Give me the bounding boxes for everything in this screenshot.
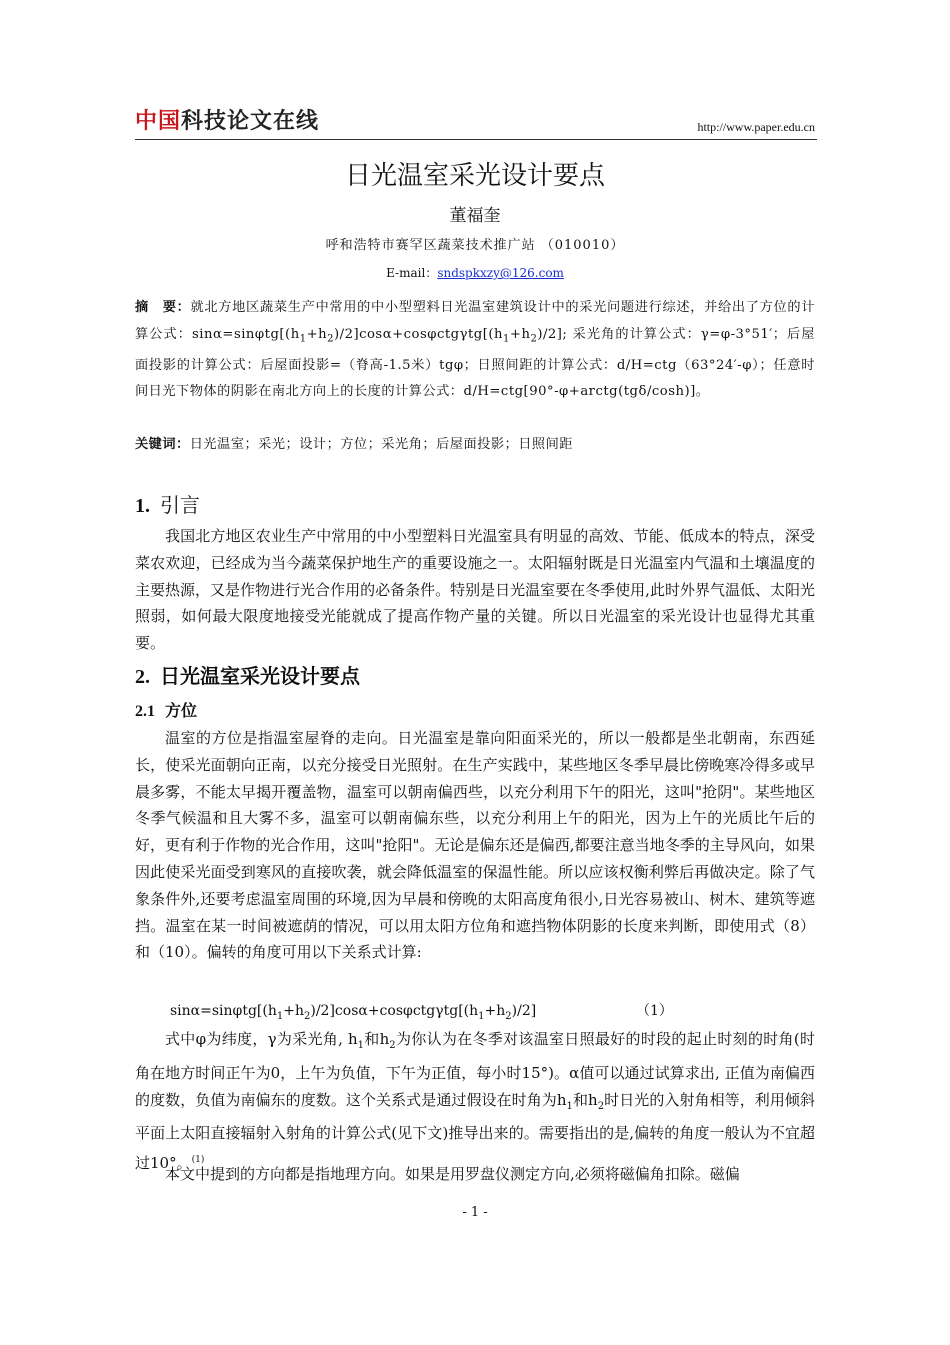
- page-number: - 1 -: [462, 1205, 488, 1220]
- abstract-label: 摘 要：: [135, 300, 191, 315]
- equation-sub: 2: [505, 1010, 512, 1022]
- abstract-text: )/2]; 采光角的计算公式：γ=φ-3°51′；后屋面投影的计算公式：后屋面投影=（脊高-1.5米）tgφ；日照间距的计算公式：d/H=ctg（63°24′-φ）；任意时间日光下物体的阴影在南北方向上的长度的计算公式：d/H=ctg[90°-φ+arctg(tgδ/cosh)]。: [135, 326, 815, 400]
- paragraph-text: 和h: [364, 1030, 390, 1048]
- paragraph-sub: 2: [597, 1100, 605, 1112]
- paper-title: 日光温室采光设计要点: [344, 161, 605, 191]
- abstract-text: +h: [306, 326, 328, 342]
- abstract-text: +h: [509, 326, 531, 342]
- logo-red-text: 中国: [135, 109, 182, 134]
- section-number: 1.: [135, 495, 150, 517]
- equation-number: （1）: [636, 1003, 673, 1019]
- section-title: 引言: [160, 493, 200, 517]
- paragraph-text: 为你认为在冬季对该温室日照最好的时段的起止时刻的时角(时角在地方时间正午为0，上午为负值，下午为正值，每小时15°)。α值可以通过试算求出, 正值为南偏西的度数，负值为南偏东的度数。这个关系式是通过假设在时角为h: [135, 1030, 816, 1109]
- author-email: [0, 264, 950, 282]
- equation-text: )/2]cosα+cosφctgγtg[(h: [310, 1003, 479, 1019]
- paragraph-sub: 1: [566, 1100, 573, 1112]
- keywords-text: 日光温室；采光；设计；方位；采光角；后屋面投影；日照间距: [189, 437, 573, 452]
- subsection-title: 方位: [165, 701, 198, 720]
- email-link[interactable]: sndspkxzy@126.com: [437, 266, 564, 280]
- equation-sub: 1: [276, 1010, 284, 1022]
- abstract-sub: 2: [530, 333, 538, 345]
- equation-sub: 1: [478, 1010, 485, 1022]
- section-1-heading: [135, 490, 200, 521]
- subsection-number: 2.1: [135, 703, 155, 720]
- equation-text: +h: [283, 1003, 304, 1019]
- section-2-heading: [135, 661, 360, 692]
- abstract-text: )/2]cosα+cosφctgγtg[(h: [333, 326, 504, 342]
- equation-text: sinα=sinφtg[(h: [170, 1003, 277, 1019]
- equation-text: +h: [484, 1003, 506, 1019]
- header-divider: [135, 139, 817, 140]
- section-2-1-continuation: 本文中提到的方向都是指地理方向。如果是用罗盘仪测定方向,必须将磁偏角扣除。磁偏: [165, 1165, 740, 1183]
- paragraph-text: 时日光的入射角相等，利用倾斜平面上太阳直接辐射入射角的计算公式(见下文)推导出来的。需要指出的是,偏转的角度一般认为不宜超过10°。: [135, 1090, 815, 1173]
- section-title: 日光温室采光设计要点: [160, 664, 360, 688]
- abstract-sub: 1: [503, 333, 510, 345]
- paragraph-sub: 1: [357, 1040, 364, 1051]
- equation-explanation-paragraph: [135, 1026, 815, 1177]
- journal-header: [135, 108, 815, 140]
- equation-sub: 2: [304, 1010, 311, 1022]
- paragraph-text: 式中φ为纬度，γ为采光角, h: [165, 1030, 358, 1048]
- abstract-sub: 1: [299, 333, 307, 345]
- author-affiliation: 呼和浩特市赛罕区蔬菜技术推广站 （010010）: [325, 238, 625, 253]
- abstract: [135, 295, 815, 406]
- abstract-text: 就北方地区蔬菜生产中常用的中小型塑料日光温室建筑设计中的采光问题进行综述，并给出了方位的计算公式：sinα=sinφtg[(h: [135, 300, 816, 342]
- abstract-sub: 2: [327, 333, 334, 345]
- journal-logo[interactable]: [135, 108, 319, 136]
- subsection-2-1-paragraph: 温室的方位是指温室屋脊的走向。日光温室是靠向阳面采光的，所以一般都是坐北朝南，东西延长，使采光面朝向正南，以充分接受日光照射。在生产实践中，某些地区冬季早晨比傍晚寒冷得多或早晨多雾，不能太早揭开覆盖物，温室可以朝南偏西些，以充分利用下午的阳光，这叫"抢阴"。某些地区冬季气候温和且大雾不多，温室可以朝南偏东些，以充分利用上午的阳光，因为上午的光质比午后的好，更有利于作物的光合作用，这叫"抢阳"。无论是偏东还是偏西,都要注意当地冬季的主导风向，如果因此使采光面受到寒风的直接吹袭，就会降低温室的保温性能。所以应该权衡利弊后再做决定。除了气象条件外,还要考虑温室周围的环境,因为早晨和傍晚的太阳高度角很小,日光容易被山、树木、建筑等遮挡。温室在某一时间被遮荫的情况，可以用太阳方位角和遮挡物体阴影的长度来判断，即使用式（8）和（10）。偏转的角度可用以下关系式计算:: [135, 729, 815, 962]
- subsection-2-1-heading: [135, 698, 197, 725]
- paragraph-text: 和h: [572, 1090, 598, 1109]
- keywords-label: 关键词：: [135, 437, 190, 452]
- author-name: 董福奎: [449, 206, 501, 226]
- logo-dark-text: 科技论文在线: [181, 109, 320, 134]
- keywords: [135, 432, 815, 458]
- section-number: 2.: [135, 666, 150, 688]
- citation-ref[interactable]: (1): [191, 1155, 205, 1166]
- section-1-paragraph: 我国北方地区农业生产中常用的中小型塑料日光温室具有明显的高效、节能、低成本的特点，深受菜农欢迎，已经成为当今蔬菜保护地生产的重要设施之一。太阳辐射既是日光温室内气温和土壤温度的主要热源，又是作物进行光合作用的必备条件。特别是日光温室要在冬季使用,此时外界气温低、太阳光照弱，如何最大限度地接受光能就成了提高作物产量的关键。所以日光温室的采光设计也显得尤其重要。: [135, 527, 815, 653]
- paragraph-sub: 2: [389, 1040, 396, 1051]
- equation-text: )/2]: [511, 1003, 537, 1019]
- email-label: E-mail：: [386, 266, 438, 280]
- journal-url[interactable]: http://www.paper.edu.cn: [697, 120, 815, 134]
